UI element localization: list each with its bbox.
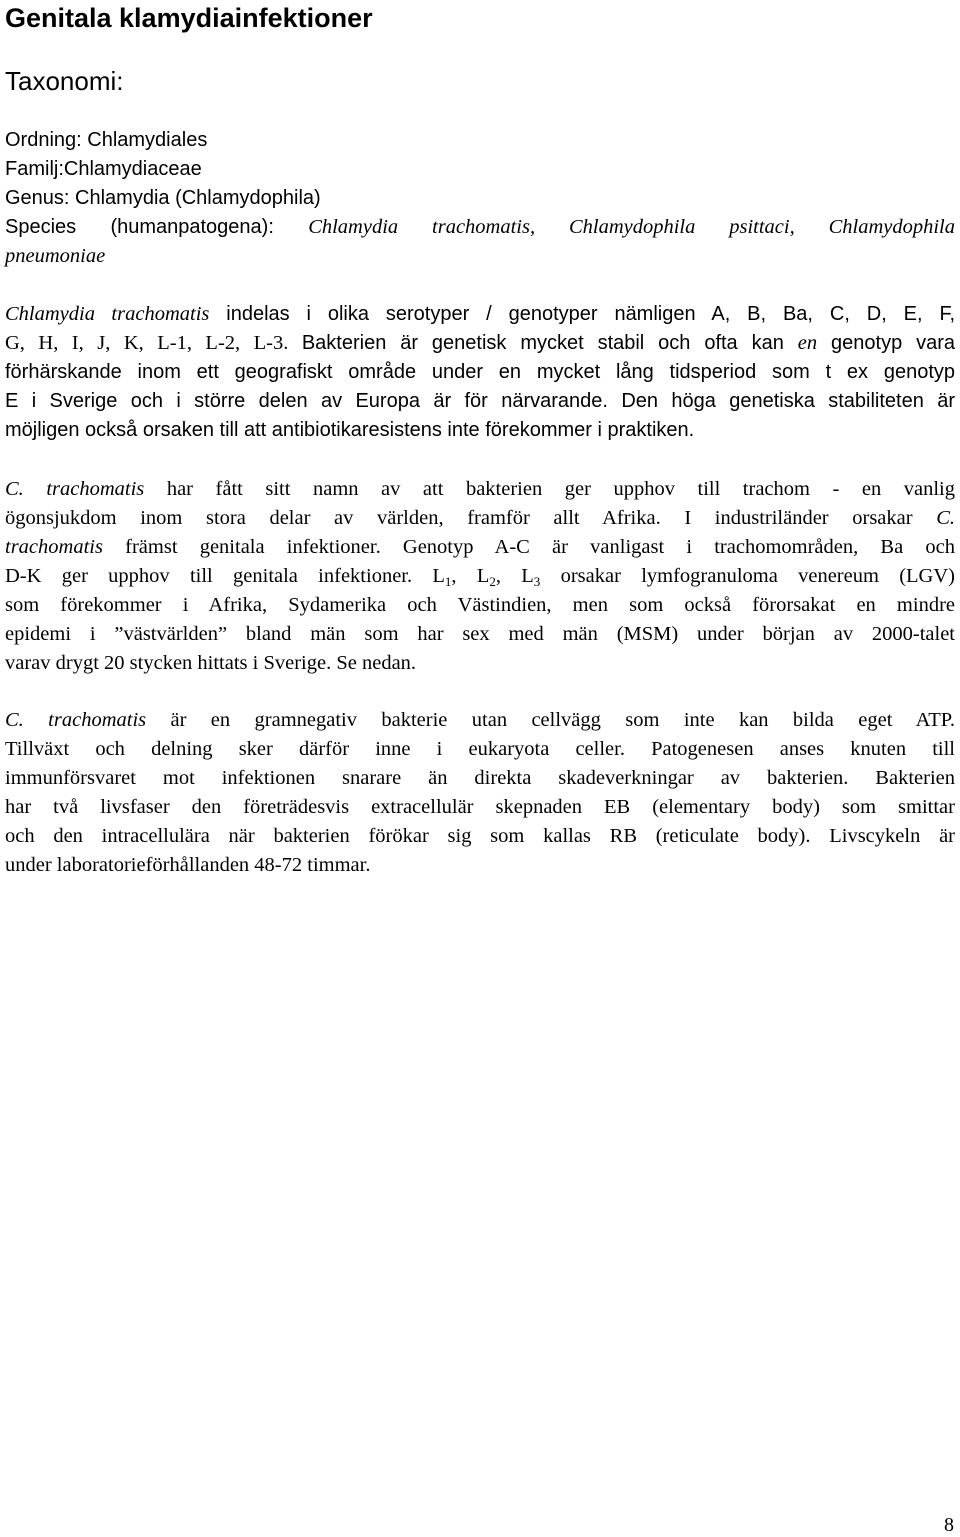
paragraph-biology: C. trachomatis är en gramnegativ bakterie utan cellvägg som inte kan bilda eget ATP. Tillväxt och delning sker därför inne i eukaryota celler. Patogenesen anses knuten till immunförsvaret mot infektionen snarare än direkta skadeverkningar av bakterien. Bakterien har två livsfaser den företrädesvis extracellulär skepnaden EB (elementary body) som smittar och den intracellulära när bakterien förökar sig som kallas RB (reticulate body). Livscykeln är under laboratorieförhållanden 48-72 timmar. [5,709,955,876]
document-title: Genitala klamydiainfektioner [5,3,373,33]
species-continued: pneumoniae [5,245,106,267]
species-names: Chlamydia trachomatis, Chlamydophila psittaci, Chlamydophila [308,216,955,238]
section-heading-taxonomy: Taxonomi: [5,66,124,96]
paragraph-trachoma: C. trachomatis har fått sitt namn av att bakterien ger upphov till trachom - en vanlig ögonsjukdom inom stora delar av världen, framför allt Afrika. I industriländer orsakar C. trachomatis främst genitala infektioner. Genotyp A-C är vanligast i trachomområden, Ba och D-K ger upphov till genitala infektioner. $L_1$, $L_2$, $L_3$ orsakar lymfogranuloma venereum (LGV) som förekommer i Afrika, Sydamerika och Västindien, men som också förorsakat en mindre epidemi i ”västvärlden” bland män som har sex med män (MSM) under början av 2000-talet varav drygt 20 stycken hittats i Sverige. Se nedan. [5,478,955,674]
taxonomy-block [5,126,955,271]
paragraph-serotypes: Chlamydia trachomatis indelas i olika serotyper / genotyper nämligen A, B, Ba, C, D, E, F, G, H, I, J, K, L-1, L-2, L-3. Bakterien är genetisk mycket stabil och ofta kan en genotyp vara förhärskande inom ett geografiskt område under en mycket lång tidsperiod som t ex genotyp E i Sverige och i större delen av Europa är för närvarande. Den höga genetiska stabiliteten är möjligen också orsaken till att antibiotikaresistens inte förekommer i praktiken. [5,303,956,441]
taxonomy-order: Ordning: Chlamydiales [5,129,208,151]
taxonomy-species: Species (humanpatogena): Chlamydia trachomatis, Chlamydophila psittaci, Chlamydophila [5,216,955,238]
taxonomy-family: Familj:Chlamydiaceae [5,158,202,180]
taxonomy-genus: Genus: Chlamydia (Chlamydophila) [5,187,321,209]
page-number: 8 [944,1514,954,1536]
